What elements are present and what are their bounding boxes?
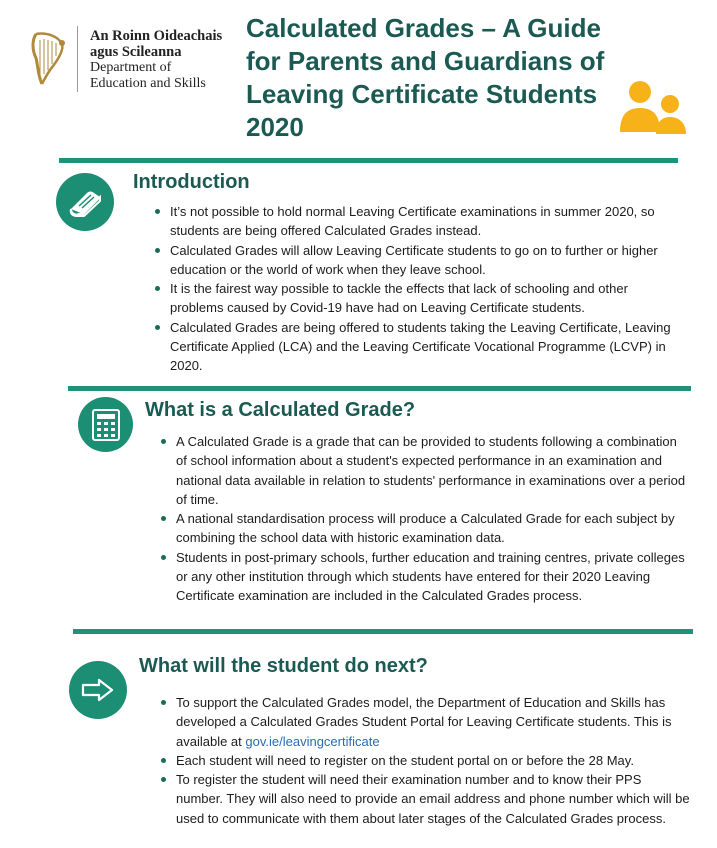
arrow-right-icon (69, 661, 127, 719)
section-heading-introduction: Introduction (133, 171, 250, 193)
list-item: A Calculated Grade is a grade that can be provided to students following a combination of school information about a student's expected performance in an examination and national data available in relation to students' performance in examinations over a period of time. (160, 432, 690, 509)
list-item: Calculated Grades are being offered to students taking the Leaving Certificate, Leaving Certificate Applied (LCA) and the Leaving Certificate Vocational Programme (LCVP) in 2020. (154, 318, 674, 376)
dept-irish-line-1: An Roinn Oideachais (90, 28, 223, 44)
section-divider (68, 386, 691, 391)
list-item: Calculated Grades will allow Leaving Certificate students to go on to further or higher education or the world of work when they leave school. (154, 241, 674, 280)
logo-divider (77, 26, 78, 92)
list-item: It’s not possible to hold normal Leaving Certificate examinations in summer 2020, so students are being offered Calculated Grades instead. (154, 202, 674, 241)
list-item: To register the student will need their examination number and to know their PPS number. They will also need to provide an email address and phone number which will be used to communicate with them about later stages of the Calculated Grades process. (160, 770, 690, 828)
list-item: It is the fairest way possible to tackle the effects that lack of schooling and other problems caused by Covid-19 have had on Leaving Certificate students. (154, 279, 674, 318)
calculated-grade-bullets (160, 432, 690, 606)
section-heading-calculated-grade: What is a Calculated Grade? (145, 399, 416, 421)
dept-english-line-2: Education and Skills (90, 76, 206, 91)
section-divider (73, 629, 693, 634)
next-steps-bullets (160, 693, 690, 828)
portal-link[interactable]: gov.ie/leavingcertificate (245, 733, 380, 749)
page-title: Calculated Grades – A Guide for Parents and Guardians of Leaving Certificate Students 2020 (246, 13, 605, 142)
parents-icon (618, 80, 688, 136)
dept-english-line-1: Department of (90, 60, 172, 75)
section-heading-next-steps: What will the student do next? (139, 655, 428, 677)
dept-irish-line-2: agus Scileanna (90, 44, 182, 60)
introduction-bullets (154, 202, 674, 376)
portal-text: To support the Calculated Grades model, the Department of Education and Skills has developed a Calculated Grades Student Portal for Leaving Certificate students. This is available at (176, 695, 672, 749)
list-item (160, 693, 690, 751)
list-item: A national standardisation process will produce a Calculated Grade for each subject by combining the school data with historic examination data. (160, 509, 690, 548)
section-divider (59, 158, 678, 163)
harp-logo-icon (28, 30, 68, 88)
calculator-icon (78, 397, 133, 452)
page-header (0, 0, 717, 160)
list-item: Students in post-primary schools, further education and training centres, private colleges or any other institution through which students have entered for their 2020 Leaving Certificate examination are included in the Calculated Grades process. (160, 548, 690, 606)
list-item: Each student will need to register on the student portal on or before the 28 May. (160, 751, 690, 770)
book-icon (56, 173, 114, 231)
department-name (90, 28, 222, 92)
